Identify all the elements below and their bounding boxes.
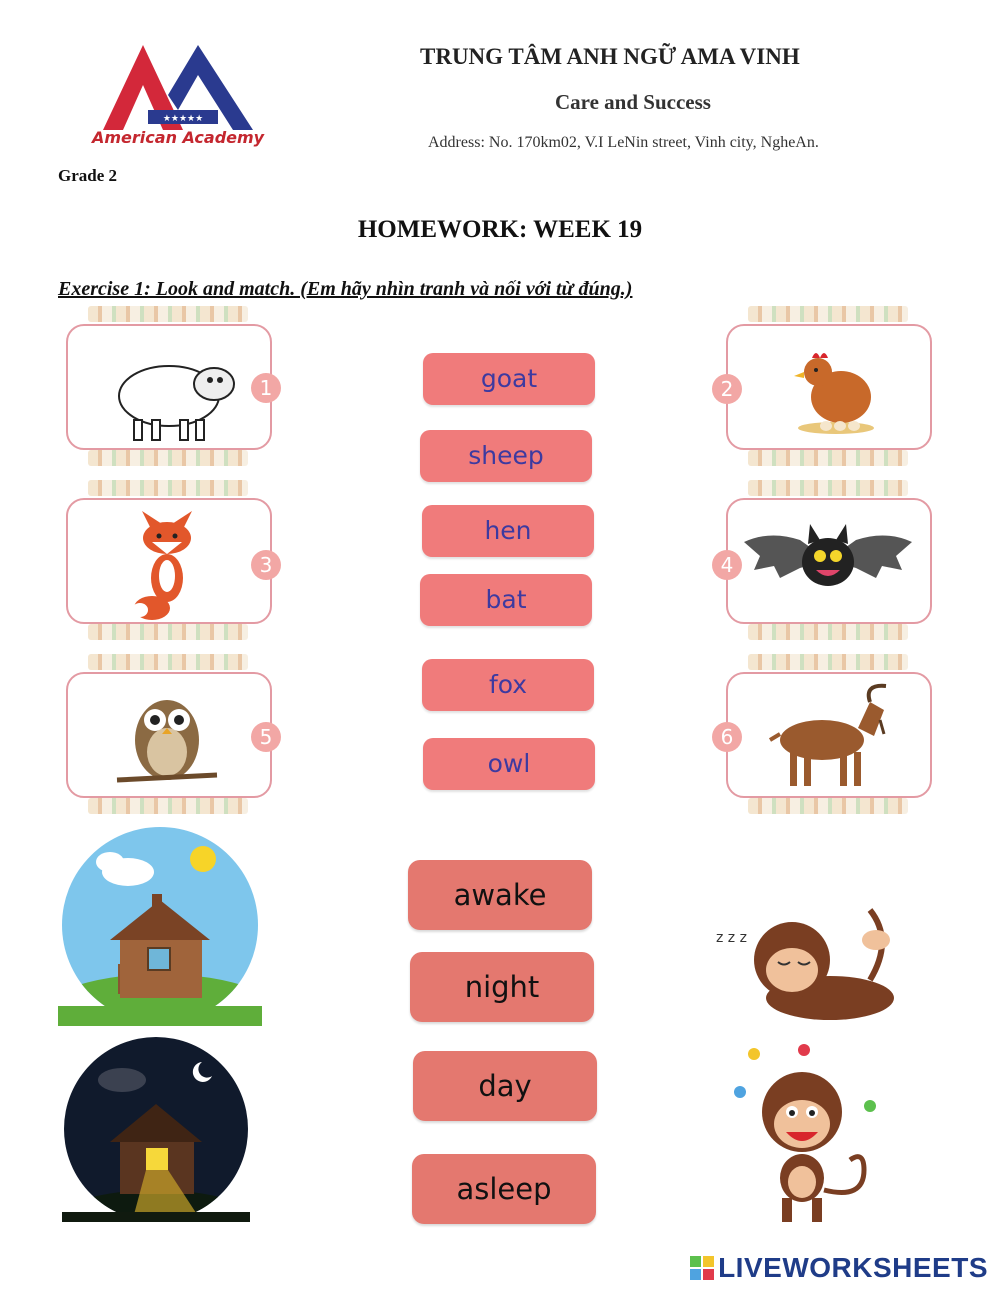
- word-tile-bat[interactable]: bat: [420, 574, 592, 626]
- fox-icon: [132, 506, 202, 622]
- picture-card-5: [66, 654, 272, 814]
- liveworksheets-logo[interactable]: [690, 1252, 988, 1284]
- sleeping-monkey-icon: [710, 890, 904, 1028]
- liveworksheets-badge-icon: [690, 1256, 714, 1280]
- word-tile-sheep[interactable]: sheep: [420, 430, 592, 482]
- address: Address: No. 170km02, V.I LeNin street, Vinh city, NgheAn.: [428, 134, 819, 151]
- svg-text:z z z: z z z: [716, 930, 747, 946]
- logo-text: American Academy: [92, 128, 265, 147]
- liveworksheets-text: LIVEWORKSHEETS: [718, 1252, 988, 1283]
- homework-title: HOMEWORK: WEEK 19: [357, 216, 643, 243]
- word-tile-owl[interactable]: owl: [423, 738, 595, 790]
- night-house-icon: [62, 1036, 250, 1222]
- sheep-icon: [114, 346, 238, 442]
- hen-icon: [786, 342, 886, 436]
- picture-card-6: [720, 654, 932, 814]
- juggling-monkey-icon: [720, 1040, 896, 1226]
- logo-mark-icon: [88, 40, 268, 135]
- picture-card-3: [66, 480, 272, 640]
- academy-logo: [88, 40, 268, 155]
- owl-icon: [112, 680, 222, 792]
- word-tile-hen[interactable]: hen: [422, 505, 594, 557]
- grade-label: Grade 2: [58, 166, 118, 185]
- card-number: 6: [712, 722, 742, 752]
- word-tile-asleep[interactable]: asleep: [412, 1154, 596, 1224]
- picture-card-1: [66, 306, 272, 466]
- exercise1-instruction: Exercise 1: Look and match. (Em hãy nhìn tranh và nối với từ đúng.): [58, 278, 633, 300]
- word-tile-awake[interactable]: awake: [408, 860, 592, 930]
- picture-card-2: [720, 306, 932, 466]
- slogan: Care and Success: [555, 90, 711, 114]
- word-tile-goat[interactable]: goat: [423, 353, 595, 405]
- word-tile-night[interactable]: night: [410, 952, 594, 1022]
- day-house-icon: [58, 824, 262, 1026]
- card-number: 2: [712, 374, 742, 404]
- word-tile-day[interactable]: day: [413, 1051, 597, 1121]
- card-number: 3: [251, 550, 281, 580]
- card-number: 1: [251, 373, 281, 403]
- word-tile-fox[interactable]: fox: [422, 659, 594, 711]
- picture-card-4: [720, 480, 932, 640]
- center-title: TRUNG TÂM ANH NGỮ AMA VINH: [420, 44, 800, 69]
- card-number: 5: [251, 722, 281, 752]
- card-number: 4: [712, 550, 742, 580]
- bat-icon: [740, 520, 916, 596]
- svg-text:★★★★★: ★★★★★: [162, 114, 204, 124]
- goat-icon: [762, 680, 894, 792]
